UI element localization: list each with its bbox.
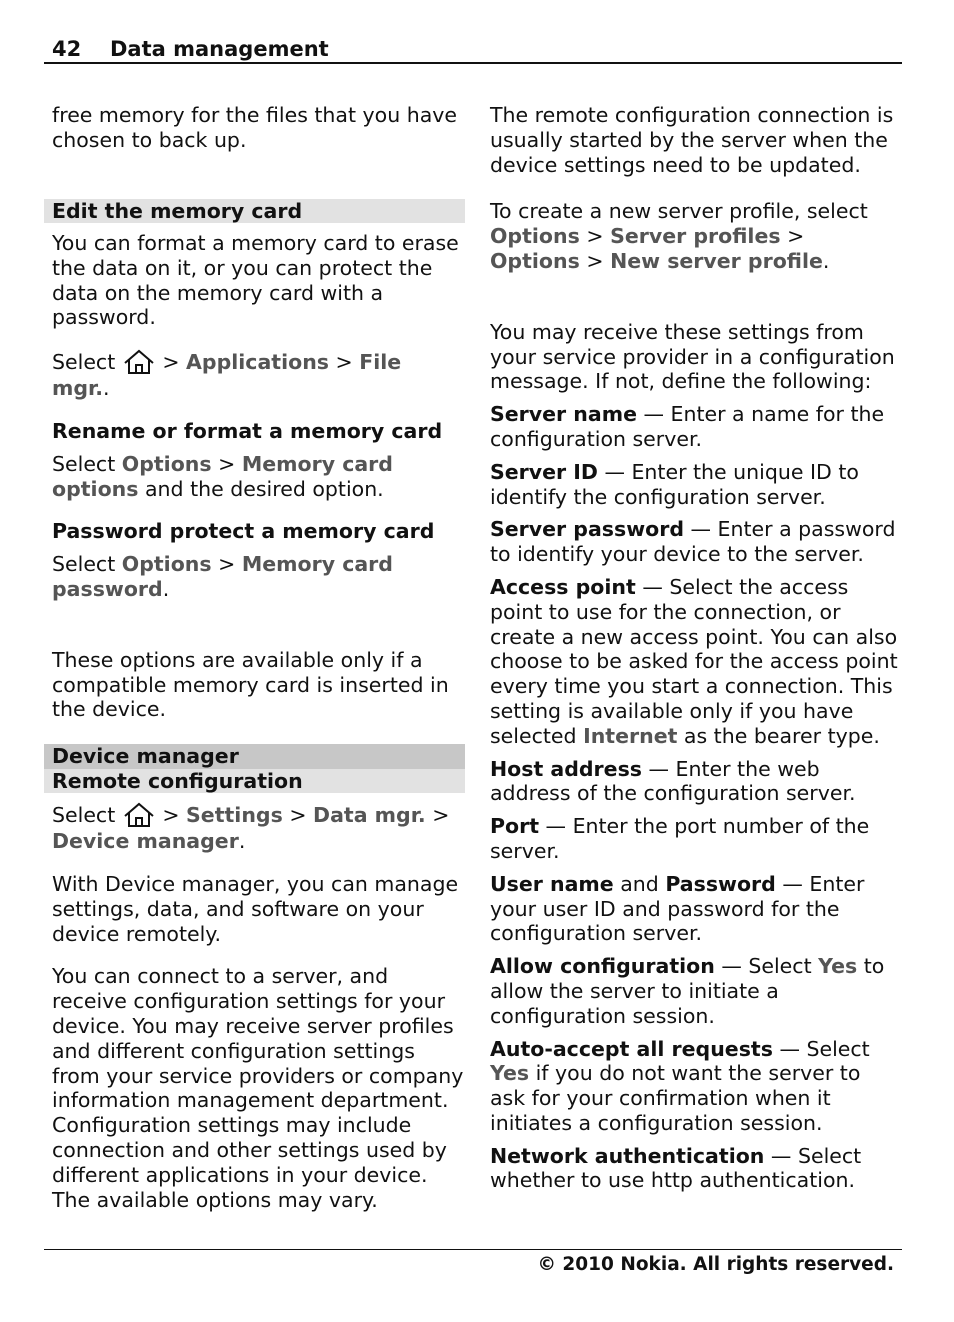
password-heading: Password protect a memory card (52, 519, 435, 544)
rename-instructions: Select Options > Memory card options and the desired option. (52, 451, 393, 501)
field-server-password: Server password — Enter a password to identify your device to the server. (490, 517, 896, 567)
remote-configuration-heading: Remote configuration (44, 769, 465, 794)
field-server-id: Server ID — Enter the unique ID to identify the configuration server. (490, 459, 859, 509)
availability-note: These options are available only if a compatible memory card is inserted in the device. (52, 647, 449, 722)
create-profile-instructions: To create a new server profile, select Options > Server profiles > Options > New server profile. (490, 199, 868, 273)
field-user-password: User name and Password — Enter your user ID and password for the configuration server. (490, 871, 865, 946)
field-port: Port — Enter the port number of the server. (490, 814, 870, 863)
field-server-name: Server name — Enter a name for the configuration server. (490, 402, 885, 451)
home-icon (122, 348, 156, 376)
option-yes: Yes (490, 1061, 530, 1086)
menu-options: Options (490, 248, 580, 273)
intro-text: free memory for the files that you have chosen to back up. (52, 103, 458, 152)
menu-options: Options (121, 552, 212, 577)
menu-memory-card-password: Memory card password (52, 552, 393, 602)
edit-body: You can format a memory card to erase the data on it, or you can protect the data on the memory card with a password. (52, 231, 459, 330)
menu-new-server-profile: New server profile (610, 248, 823, 273)
menu-file-mgr: File mgr. (52, 350, 402, 401)
menu-options: Options (490, 224, 580, 249)
menu-options: Options (121, 451, 212, 476)
option-yes: Yes (818, 954, 858, 979)
menu-server-profiles: Server profiles (610, 224, 781, 249)
menu-device-manager: Device manager (52, 829, 239, 854)
field-access-point: Access point — Select the access point to use for the connection, or create a new access point. You can also choose to be asked for the access point every time you start a connection. This setting is available only if you have selected Internet as the bearer type. (490, 574, 898, 748)
section-title: Data management (110, 37, 329, 61)
device-manager-heading: Device manager (44, 744, 465, 769)
rename-heading: Rename or format a memory card (52, 419, 443, 444)
copyright: © 2010 Nokia. All rights reserved. (537, 1254, 894, 1275)
menu-memory-card-options: Memory card options (52, 451, 393, 501)
field-allow-configuration: Allow configuration — Select Yes to allow the server to initiate a configuration session. (490, 954, 885, 1028)
path-device-manager: Select > Settings > Data mgr. > Device manager. (52, 803, 450, 854)
path-file-manager: Select > Applications > File mgr.. (52, 350, 402, 401)
left-column (52, 103, 464, 1212)
field-host-address: Host address — Enter the web address of the configuration server. (490, 756, 856, 806)
page-footer (44, 1249, 902, 1275)
home-icon (122, 801, 156, 829)
edit-memory-card-heading: Edit the memory card (44, 199, 465, 224)
device-manager-paragraph: With Device manager, you can manage settings, data, and software on your device remotely. (52, 872, 459, 946)
receive-settings-text: You may receive these settings from your service provider in a configuration message. If not, define the following: (490, 319, 895, 394)
password-instructions: Select Options > Memory card password. (52, 552, 393, 602)
remote-intro: The remote configuration connection is usually started by the server when the device settings need to be updated. (490, 103, 894, 177)
menu-settings: Settings (186, 803, 283, 828)
right-column (490, 103, 900, 1193)
field-auto-accept: Auto-accept all requests — Select Yes if you do not want the server to ask for your confirmation when it initiates a configuration session. (490, 1036, 870, 1135)
menu-data-mgr: Data mgr. (313, 803, 426, 828)
page-number: 42 (52, 37, 82, 61)
field-network-authentication: Network authentication — Select whether to use http authentication. (490, 1143, 862, 1193)
option-internet: Internet (583, 723, 678, 748)
configuration-paragraph: You can connect to a server, and receive configuration settings for your device. You may receive server profiles and different configuration settings from your service providers or company information management department. Configuration settings may include connection and other settings used by different applications in your device. The available options may vary. (52, 964, 464, 1212)
page-header (44, 36, 902, 64)
menu-applications: Applications (186, 350, 329, 375)
